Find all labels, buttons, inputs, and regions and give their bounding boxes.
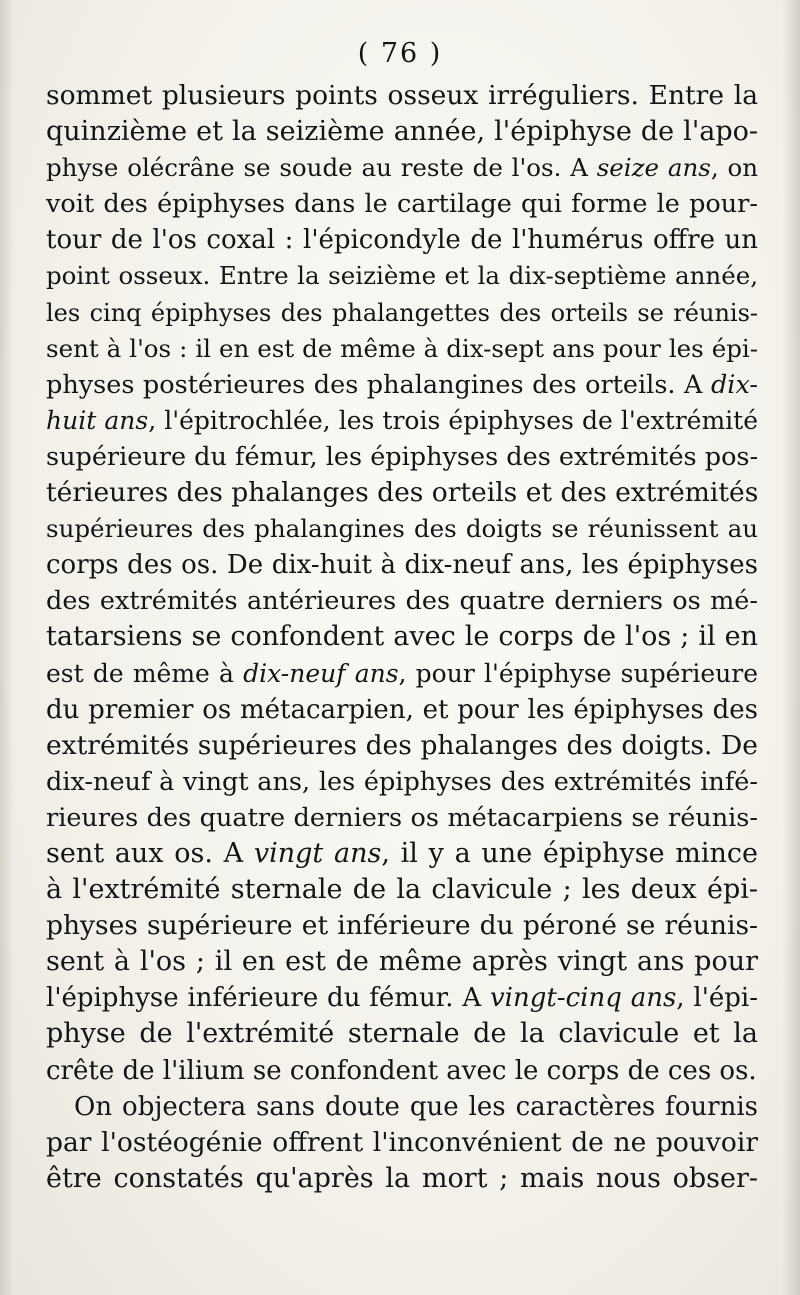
italic-phrase: dix- [710, 369, 758, 400]
text-segment: corps des os. De dix-huit à dix-neuf ans, les épiphyses [46, 550, 758, 581]
text-segment: par l'ostéogénie offrent l'inconvénient de ne pouvoir [46, 1126, 758, 1158]
text-line [46, 764, 758, 800]
text-line [46, 836, 758, 872]
text-segment: rieures des quatre derniers os métacarpiens se réunis- [46, 802, 758, 833]
text-segment: , l'épi- [676, 983, 758, 1014]
text-line [46, 475, 758, 511]
text-segment: , pour l'épiphyse supérieure [398, 658, 758, 688]
text-segment: extrémités supérieures des phalanges des doigts. De [46, 729, 758, 761]
text-line [46, 656, 758, 692]
text-line [46, 439, 758, 475]
text-segment: des extrémités antérieures des quatre derniers os mé- [46, 586, 758, 617]
text-line [46, 908, 758, 944]
page-number: ( 76 ) [357, 38, 443, 69]
text-segment: physes supérieure et inférieure du péroné se réunis- [46, 910, 758, 942]
text-line [46, 511, 758, 547]
text-segment: à l'extrémité sternale de la clavicule ; les deux épi- [46, 874, 758, 906]
text-segment: tatarsiens se confondent avec le corps de l'os ; il en [46, 621, 758, 653]
text-line [46, 222, 758, 258]
text-line [46, 1053, 758, 1089]
text-line [46, 78, 758, 114]
italic-phrase: huit ans [46, 405, 149, 435]
text-line [46, 547, 758, 583]
italic-phrase: vingt-cinq ans [489, 983, 677, 1014]
text-segment: physe olécrâne se soude au reste de l'os. A [46, 153, 597, 183]
text-line [46, 944, 758, 980]
text-segment: les cinq épiphyses des phalangettes des orteils se réunis- [46, 298, 758, 327]
italic-phrase: dix-neuf ans [243, 658, 399, 688]
scan-shadow-right [782, 0, 800, 1295]
italic-phrase: vingt ans [253, 837, 382, 869]
text-segment: quinzième et la seizième année, l'épiphyse de l'apo- [46, 116, 758, 148]
text-line [46, 800, 758, 836]
text-segment: On objectera sans doute que les caractères fournis [74, 1091, 758, 1122]
text-line [46, 728, 758, 764]
text-segment: , il y a une épiphyse mince [381, 837, 759, 869]
text-line [46, 619, 758, 655]
text-segment: dix-neuf à vingt ans, les épiphyses des extrémités infé- [46, 766, 758, 797]
text-segment: point osseux. Entre la seizième et la dix-septième année, [46, 261, 758, 291]
text-line [46, 331, 758, 367]
text-segment: voit des épiphyses dans le cartilage qui forme le pour- [46, 189, 758, 220]
text-segment: supérieures des phalangines des doigts se réunissent au [46, 514, 758, 544]
text-segment: , on [710, 153, 759, 183]
text-line [46, 186, 758, 222]
text-line [46, 583, 758, 619]
text-segment: supérieure du fémur, les épiphyses des extrémités pos- [46, 441, 759, 472]
text-line [46, 692, 758, 728]
body-text [46, 78, 758, 1197]
text-line [46, 1125, 758, 1161]
text-line [46, 1016, 758, 1052]
italic-phrase: seize ans [596, 153, 711, 183]
text-line [46, 114, 758, 150]
text-line [46, 258, 758, 294]
text-line [46, 403, 758, 439]
text-segment: du premier os métacarpien, et pour les épiphyses des [46, 694, 758, 725]
text-segment: physes postérieures des phalangines des orteils. A [46, 369, 711, 400]
text-line [46, 295, 758, 331]
text-line [46, 1089, 758, 1125]
text-segment: l'épiphyse inférieure du fémur. A [46, 983, 490, 1014]
text-line [46, 367, 758, 403]
text-segment: est de même à [46, 658, 244, 688]
text-segment: sommet plusieurs points osseux irréguliers. Entre la [46, 80, 758, 111]
text-segment: sent à l'os : il en est de même à dix-sept ans pour les épi- [46, 333, 758, 363]
scan-shadow-left [0, 0, 14, 1295]
text-segment: sent à l'os ; il en est de même après vingt ans pour [46, 946, 758, 978]
text-segment: , l'épitrochlée, les trois épiphyses de l'extrémité [148, 405, 758, 435]
text-line [46, 980, 758, 1016]
text-segment: être constatés qu'après la mort ; mais nous obser- [46, 1162, 758, 1194]
text-segment: térieures des phalanges des orteils et des extrémités [46, 477, 759, 509]
text-line [46, 872, 758, 908]
text-segment: crête de l'ilium se confondent avec le corps de ces os. [46, 1055, 757, 1086]
text-line [46, 1161, 758, 1197]
text-segment: sent aux os. A [46, 837, 254, 869]
text-line [46, 150, 758, 186]
text-segment: physe de l'extrémité sternale de la clavicule et la [46, 1018, 758, 1050]
text-segment: tour de l'os coxal : l'épicondyle de l'humérus offre un [46, 225, 758, 256]
